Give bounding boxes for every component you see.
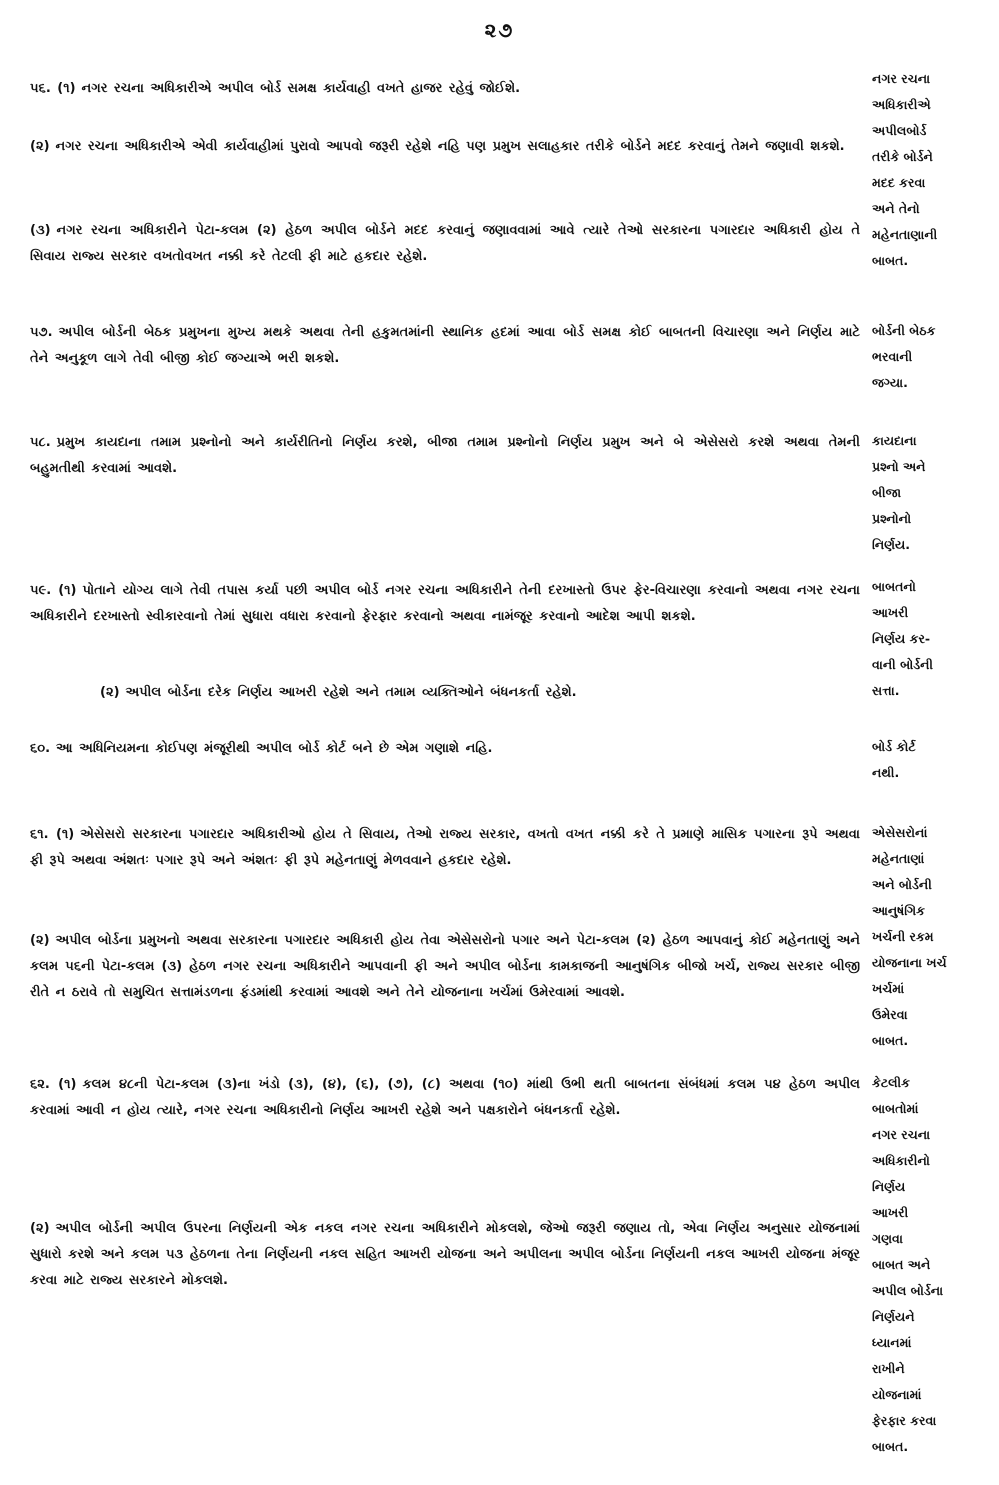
margin-note-line: ઉમેરવા xyxy=(872,1007,908,1022)
paragraph-number: ૬૨. (૧) xyxy=(30,1077,77,1092)
margin-note xyxy=(872,1070,982,1460)
margin-note-line: નિર્ણય xyxy=(872,1179,906,1194)
margin-note-line: અપીલ બોર્ડના xyxy=(872,1283,944,1298)
paragraph-number: (૨) xyxy=(100,685,120,700)
margin-note xyxy=(872,820,982,1054)
margin-note-line: પ્રશ્નોનો xyxy=(872,511,912,526)
margin-note-line: મહેનતાણાની xyxy=(872,227,938,242)
margin-note-line: અને તેનો xyxy=(872,201,920,216)
margin-note-line: નગર રચના xyxy=(872,1127,931,1142)
margin-note-line: ભરવાની xyxy=(872,349,913,364)
margin-note-line: આખરી xyxy=(872,1205,909,1220)
paragraph-number: ૫૭. xyxy=(30,325,53,340)
margin-note xyxy=(872,428,982,558)
margin-note xyxy=(872,734,982,786)
paragraph-number: (૨) xyxy=(30,139,50,154)
margin-note-line: વાની બોર્ડની xyxy=(872,657,934,672)
paragraph-number: ૫૬. (૧) xyxy=(30,81,76,96)
margin-note-line: બાબત. xyxy=(872,253,909,268)
margin-note-line: ખર્ચની રકમ xyxy=(872,929,934,944)
margin-note-line: નિર્ણય કર- xyxy=(872,631,931,646)
margin-note-line: બાબત. xyxy=(872,1033,909,1048)
margin-note xyxy=(872,66,982,274)
paragraph xyxy=(30,736,860,762)
margin-note-line: નગર રચના xyxy=(872,71,931,86)
paragraph-number: ૬૧. (૧) xyxy=(30,827,75,842)
margin-note-line: કાયદાના xyxy=(872,433,917,448)
paragraph-text: અપીલ બોર્ડના દરેક નિર્ણય આખરી રહેશે અને તમામ વ્યક્તિઓને બંધનકર્તા રહેશે. xyxy=(125,685,577,700)
paragraph-number: ૬૦. xyxy=(30,741,51,756)
margin-note-line: અધિકારીએ xyxy=(872,97,931,112)
margin-note-line: જગ્યા. xyxy=(872,375,908,390)
margin-note-line: યોજનામાં xyxy=(872,1387,922,1402)
margin-note-line: પ્રશ્નો અને xyxy=(872,459,926,474)
paragraph-text: અપીલ બોર્ડના પ્રમુખનો અથવા સરકારના પગારદાર અધિકારી હોય તેવા એસેસરોનો પગાર અને પેટા-કલમ (૨) હેઠળ આપવાનું કોઈ મહેનતાણું અને કલમ ૫૬ની પેટા-કલમ (૩) હેઠળ નગર રચના અધિકારીને આપવાની ફી અને અપીલ બોર્ડના કામકાજની આનુષંગિક બીજો ખર્ચ, રાજ્ય સરકાર બીજી રીતે ન ઠરાવે તો સમુચિત સત્તામંડળના ફંડમાંથી કરવામાં આવશે અને તેને યોજનાના ખર્ચમાં ઉમેરવામાં આવશે. xyxy=(30,933,860,1000)
paragraph xyxy=(30,218,860,270)
margin-note-line: આનુષંગિક xyxy=(872,903,925,918)
paragraph xyxy=(30,76,860,102)
paragraph xyxy=(100,680,860,706)
paragraph-text: અપીલ બોર્ડની બેઠક પ્રમુખના મુખ્ય મથકે અથવા તેની હકુમતમાંની સ્થાનિક હદમાં આવા બોર્ડ સમક્ષ કોઈ બાબતની વિચારણા અને નિર્ણય માટે તેને અનુકૂળ લાગે તેવી બીજી કોઈ જગ્યાએ ભરી શકશે. xyxy=(30,325,860,366)
paragraph xyxy=(30,320,860,372)
margin-note-line: બોર્ડ કોર્ટ xyxy=(872,739,916,754)
margin-note-line: મદદ કરવા xyxy=(872,175,926,190)
margin-note-line: રાખીને xyxy=(872,1361,905,1376)
paragraph-number: (૨) xyxy=(30,1221,50,1236)
margin-note-line: નથી. xyxy=(872,765,900,780)
margin-note-line: યોજનાના ખર્ચ xyxy=(872,955,947,970)
margin-note-line: સત્તા. xyxy=(872,683,900,698)
paragraph-text: પ્રમુખ કાયદાના તમામ પ્રશ્નોનો અને કાર્યરીતિનો નિર્ણય કરશે, બીજા તમામ પ્રશ્નોનો નિર્ણય પ્રમુખ અને બે એસેસરો કરશે અથવા તેમની બહુમતીથી કરવામાં આવશે. xyxy=(30,435,860,476)
paragraph-text: નગર રચના અધિકારીએ અપીલ બોર્ડ સમક્ષ કાર્યવાહી વખતે હાજર રહેવું જોઈશે. xyxy=(81,81,521,96)
margin-note-line: એસેસરોનાં xyxy=(872,825,928,840)
margin-note-line: મહેનતાણાં xyxy=(872,851,925,866)
margin-note-line: તરીકે બોર્ડને xyxy=(872,149,933,164)
paragraph-text: એસેસરો સરકારના પગારદાર અધિકારીઓ હોય તે સિવાય, તેઓ રાજ્ય સરકાર, વખતો વખત નક્કી કરે તે પ્રમાણે માસિક પગારના રૂપે અથવા ફી રૂપે અથવા અંશતઃ પગાર રૂપે અને અંશતઃ ફી રૂપે મહેનતાણું મેળવવાને હકદાર રહેશે. xyxy=(30,827,860,868)
margin-note-line: અપીલબોર્ડ xyxy=(872,123,927,138)
margin-note-line: નિર્ણયને xyxy=(872,1309,915,1324)
paragraph-text: નગર રચના અધિકારીને પેટા-કલમ (૨) હેઠળ અપીલ બોર્ડને મદદ કરવાનું જણાવવામાં આવે ત્યારે તેઓ સરકારના પગારદાર અધિકારી હોય તે સિવાય રાજ્ય સરકાર વખતોવખત નક્કી કરે તેટલી ફી માટે હકદાર રહેશે. xyxy=(30,223,860,264)
margin-note-line: બોર્ડની બેઠક xyxy=(872,323,936,338)
margin-note-line: બીજા xyxy=(872,485,902,500)
paragraph-text: પોતાને યોગ્ય લાગે તેવી તપાસ કર્યા પછી અપીલ બોર્ડ નગર રચના અધિકારીને તેની દરખાસ્તો ઉપર ફેર-વિચારણા કરવાનો અથવા નગર રચના અધિકારીને દરખાસ્તો સ્વીકારવાનો તેમાં સુધારા વધારા કરવાનો ફેરફાર કરવાનો અથવા નામંજૂર કરવાનો આદેશ આપી શકશે. xyxy=(30,583,860,624)
paragraph xyxy=(30,822,860,874)
paragraph-text: નગર રચના અધિકારીએ એવી કાર્યવાહીમાં પુરાવો આપવો જરૂરી રહેશે નહિ પણ પ્રમુખ સલાહકાર તરીકે બોર્ડને મદદ કરવાનું તેમને જણાવી શકશે. xyxy=(55,139,845,154)
paragraph xyxy=(30,928,860,1006)
margin-note-line: બાબત અને xyxy=(872,1257,931,1272)
page-number: ૨૭ xyxy=(484,18,515,42)
paragraph-number: ૫૯. (૧) xyxy=(30,583,77,598)
margin-note-line: ગણવા xyxy=(872,1231,903,1246)
paragraph xyxy=(30,134,860,160)
margin-note-line: બાબતનો xyxy=(872,579,916,594)
paragraph-text: અપીલ બોર્ડની અપીલ ઉપરના નિર્ણયની એક નકલ નગર રચના અધિકારીને મોકલશે, જેઓ જરૂરી જણાય તો, એવા નિર્ણય અનુસાર યોજનામાં સુધારો કરશે અને કલમ ૫૩ હેઠળના તેના નિર્ણયની નકલ સહિત આખરી યોજના અને અપીલના અપીલ બોર્ડના નિર્ણયની નકલ આખરી યોજના મંજૂર કરવા માટે રાજ્ય સરકારને મોકલશે. xyxy=(30,1221,860,1288)
margin-note-line: અધિકારીનો xyxy=(872,1153,930,1168)
paragraph xyxy=(30,1216,860,1294)
margin-note-line: બાબતોમાં xyxy=(872,1101,919,1116)
margin-note-line: ખર્ચમાં xyxy=(872,981,905,996)
margin-note-line: નિર્ણય. xyxy=(872,537,911,552)
paragraph-text: આ અધિનિયમના કોઈપણ મંજૂરીથી અપીલ બોર્ડ કોર્ટ બને છે એમ ગણાશે નહિ. xyxy=(56,741,493,756)
margin-note-line: આખરી xyxy=(872,605,909,620)
paragraph xyxy=(30,578,860,630)
paragraph-number: (૨) xyxy=(30,933,50,948)
paragraph-number: (૩) xyxy=(30,223,51,238)
margin-note-line: ધ્યાનમાં xyxy=(872,1335,912,1350)
margin-note-line: અને બોર્ડની xyxy=(872,877,932,892)
margin-note xyxy=(872,574,982,704)
paragraph xyxy=(30,430,860,482)
paragraph xyxy=(30,1072,860,1124)
margin-note xyxy=(872,318,982,396)
paragraph-text: કલમ ૪૮ની પેટા-કલમ (૩)ના ખંડો (૩), (૪), (૬), (૭), (૮) અથવા (૧૦) માંથી ઉભી થતી બાબતના સંબંધમાં કલમ ૫૪ હેઠળ અપીલ કરવામાં આવી ન હોય ત્યારે, નગર રચના અધિકારીનો નિર્ણય આખરી રહેશે અને પક્ષકારોને બંધનકર્તા રહેશે. xyxy=(30,1077,860,1118)
paragraph-number: ૫૮. xyxy=(30,435,51,450)
margin-note-line: ફેરફાર કરવા xyxy=(872,1413,937,1428)
margin-note-line: કેટલીક xyxy=(872,1075,910,1090)
margin-note-line: બાબત. xyxy=(872,1439,909,1454)
